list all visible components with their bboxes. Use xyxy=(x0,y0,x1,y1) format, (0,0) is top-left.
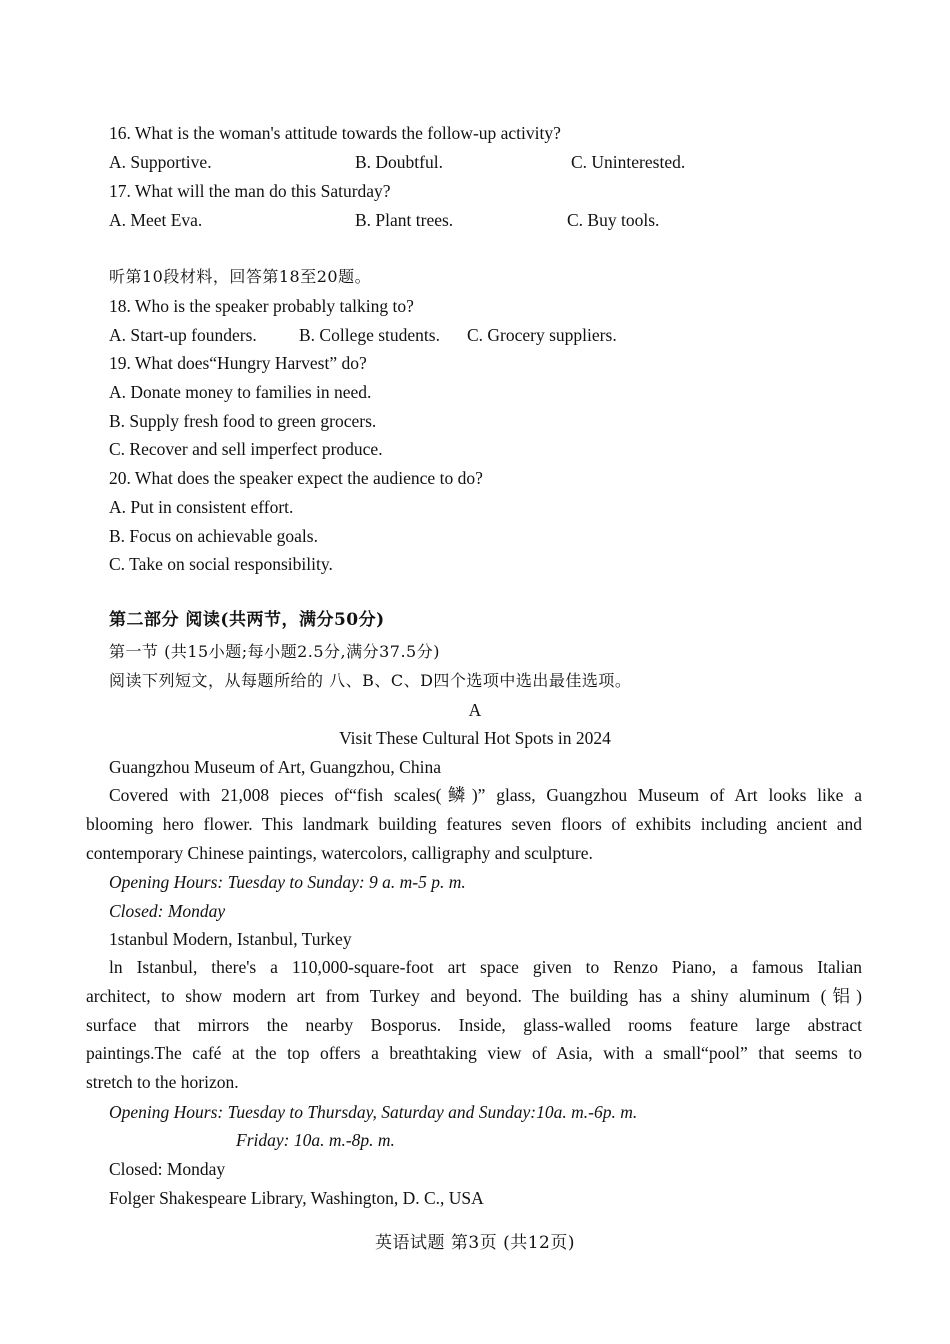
museum-1-line-3: contemporary Chinese paintings, watercolors, calligraphy and sculpture. xyxy=(86,842,593,863)
question-16-stem: 16. What is the woman's attitude towards the follow-up activity? xyxy=(109,123,561,143)
question-19-option-c: C. Recover and sell imperfect produce. xyxy=(109,439,383,459)
museum-2-hours-2: Friday: 10a. m.-8p. m. xyxy=(236,1130,395,1150)
museum-1-line-1: Covered with 21,008 pieces of“fish scales(鳞)” glass, Guangzhou Museum of Art looks like a xyxy=(109,785,862,805)
question-18-stem: 18. Who is the speaker probably talking to? xyxy=(109,296,414,316)
question-20-option-c: C. Take on social responsibility. xyxy=(109,554,333,574)
question-19-option-b: B. Supply fresh food to green grocers. xyxy=(109,411,377,431)
museum-2-closed: Closed: Monday xyxy=(109,1159,226,1179)
question-20-stem: 20. What does the speaker expect the audience to do? xyxy=(109,468,483,488)
question-19-option-a: A. Donate money to families in need. xyxy=(109,382,372,402)
question-18-option-a: A. Start-up founders. xyxy=(109,325,257,345)
question-16-option-c: C. Uninterested. xyxy=(571,152,686,172)
museum-1-paragraph xyxy=(86,781,862,867)
museum-2-paragraph xyxy=(86,953,862,1097)
question-17-stem: 17. What will the man do this Saturday? xyxy=(109,181,391,201)
passage-label: A xyxy=(468,700,482,720)
museum-1-line-2: blooming hero flower. This landmark building features seven floors of exhibits including ancient and xyxy=(86,813,862,834)
museum-1-name: Guangzhou Museum of Art, Guangzhou, China xyxy=(109,757,441,777)
question-17-option-a: A. Meet Eva. xyxy=(109,210,203,230)
question-19-stem: 19. What does“Hungry Harvest” do? xyxy=(109,353,367,373)
question-17-option-b: B. Plant trees. xyxy=(355,210,454,230)
section-one-title: 第一节 (共15小题;每小题2.5分,满分37.5分) xyxy=(109,642,440,661)
question-18-option-c: C. Grocery suppliers. xyxy=(467,325,617,345)
museum-1-closed: Closed: Monday xyxy=(109,901,226,921)
museum-2-line-1: ln Istanbul, there's a 110,000-square-foot art space given to Renzo Piano, a famous Italian xyxy=(109,957,862,977)
museum-2-line-5: stretch to the horizon. xyxy=(86,1072,239,1093)
question-20-option-b: B. Focus on achievable goals. xyxy=(109,526,318,546)
passage-title: Visit These Cultural Hot Spots in 2024 xyxy=(339,728,611,748)
museum-1-hours: Opening Hours: Tuesday to Sunday: 9 a. m-5 p. m. xyxy=(109,872,466,892)
museum-3-name: Folger Shakespeare Library, Washington, D. C., USA xyxy=(109,1188,484,1208)
question-18-option-b: B. College students. xyxy=(299,325,440,345)
museum-2-line-2: architect, to show modern art from Turkey and beyond. The building has a shiny aluminum (铝) xyxy=(86,985,862,1006)
museum-2-hours-1: Opening Hours: Tuesday to Thursday, Saturday and Sunday:10a. m.-6p. m. xyxy=(109,1102,638,1122)
question-16-option-b: B. Doubtful. xyxy=(355,152,443,172)
question-17-option-c: C. Buy tools. xyxy=(567,210,660,230)
page-footer: 英语试题 第3页 (共12页) xyxy=(374,1233,576,1253)
part-two-title: 第二部分 阅读(共两节，满分50分) xyxy=(109,610,385,630)
question-20-option-a: A. Put in consistent effort. xyxy=(109,497,294,517)
listening-instruction-10: 听第10段材料，回答第18至20题。 xyxy=(109,267,372,286)
museum-2-name: 1stanbul Modern, Istanbul, Turkey xyxy=(109,929,352,949)
museum-2-line-4: paintings.The café at the top offers a breathtaking view of Asia, with a small“pool” that seems to xyxy=(86,1043,862,1064)
reading-instruction: 阅读下列短文，从每题所给的 八、B、C、D四个选项中选出最佳选项。 xyxy=(109,671,632,690)
museum-2-line-3: surface that mirrors the nearby Bosporus. Inside, glass-walled rooms feature large abstract xyxy=(86,1014,862,1035)
question-16-option-a: A. Supportive. xyxy=(109,152,212,172)
